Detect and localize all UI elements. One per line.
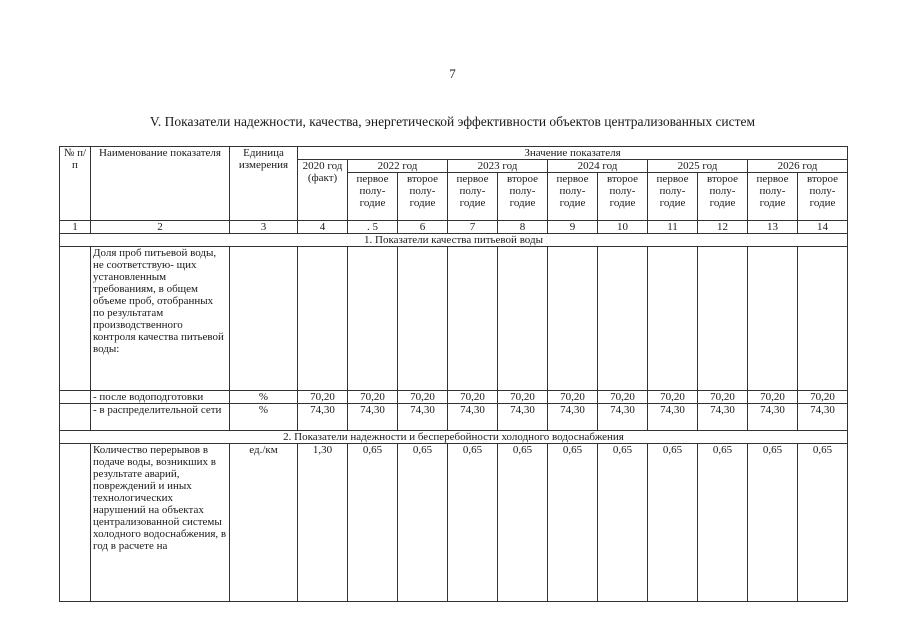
value-cell: 0,65 — [498, 444, 548, 602]
value-cell: 0,65 — [798, 444, 848, 602]
column-number: 8 — [498, 221, 548, 234]
value-cell: 70,20 — [798, 391, 848, 404]
header-2022-second-half: второе полу- годие — [398, 173, 448, 221]
value-cell: 74,30 — [648, 404, 698, 431]
header-value-group: Значение показателя — [298, 147, 848, 160]
value-cell: 70,20 — [548, 391, 598, 404]
value-cell: 0,65 — [698, 444, 748, 602]
header-2025-first-half: первое полу- годие — [648, 173, 698, 221]
value-cell: 74,30 — [448, 404, 498, 431]
column-numbers-row — [60, 221, 848, 234]
value-cell: 0,65 — [598, 444, 648, 602]
column-number: . 5 — [348, 221, 398, 234]
row-unit: ед./км — [230, 444, 298, 602]
value-cell: 70,20 — [298, 391, 348, 404]
column-number: 10 — [598, 221, 648, 234]
column-number: 13 — [748, 221, 798, 234]
header-2025-second-half: второе полу- годие — [698, 173, 748, 221]
header-2026-first-half: первое полу- годие — [748, 173, 798, 221]
value-cell: 74,30 — [498, 404, 548, 431]
value-cell: 74,30 — [698, 404, 748, 431]
column-number: 14 — [798, 221, 848, 234]
header-2026: 2026 год — [748, 160, 848, 173]
indicators-table — [59, 146, 848, 602]
value-cell: 74,30 — [748, 404, 798, 431]
table-row — [60, 247, 848, 391]
column-number: 11 — [648, 221, 698, 234]
value-cell: 70,20 — [748, 391, 798, 404]
header-num: № п/п — [60, 147, 91, 221]
value-cell: 74,30 — [598, 404, 648, 431]
section-2-title: 2. Показатели надежности и бесперебойности холодного водоснабжения — [60, 431, 848, 444]
value-cell: 74,30 — [298, 404, 348, 431]
value-cell: 0,65 — [648, 444, 698, 602]
row-name: - после водоподготовки — [91, 391, 230, 404]
header-2020: 2020 год (факт) — [298, 160, 348, 221]
table-row — [60, 391, 848, 404]
column-number: 12 — [698, 221, 748, 234]
column-number: 6 — [398, 221, 448, 234]
value-cell: 1,30 — [298, 444, 348, 602]
header-2023: 2023 год — [448, 160, 548, 173]
value-cell: 70,20 — [498, 391, 548, 404]
header-2024: 2024 год — [548, 160, 648, 173]
header-2026-second-half: второе полу- годие — [798, 173, 848, 221]
column-number: 4 — [298, 221, 348, 234]
column-number: 1 — [60, 221, 91, 234]
header-2024-second-half: второе полу- годие — [598, 173, 648, 221]
header-unit: Единица измерения — [230, 147, 298, 221]
row-unit: % — [230, 391, 298, 404]
value-cell: 0,65 — [448, 444, 498, 602]
section-1-title: 1. Показатели качества питьевой воды — [60, 234, 848, 247]
value-cell: 0,65 — [398, 444, 448, 602]
column-number: 7 — [448, 221, 498, 234]
value-cell: 70,20 — [698, 391, 748, 404]
header-2022: 2022 год — [348, 160, 448, 173]
indicator-name: Количество перерывов в подаче воды, возникших в результате аварий, повреждений и иных технологических нарушений на объектах централизованной системы холодного водоснабжения, в год в расчете на — [91, 444, 230, 602]
value-cell: 70,20 — [448, 391, 498, 404]
header-2023-first-half: первое полу- годие — [448, 173, 498, 221]
row-name: - в распределительной сети — [91, 404, 230, 431]
column-number: 2 — [91, 221, 230, 234]
page-number: 7 — [449, 66, 456, 81]
section-title: V. Показатели надежности, качества, энергетической эффективности объектов централизованных систем — [149, 114, 756, 129]
value-cell: 74,30 — [398, 404, 448, 431]
table-row — [60, 444, 848, 602]
column-number: 9 — [548, 221, 598, 234]
value-cell: 70,20 — [348, 391, 398, 404]
value-cell: 70,20 — [598, 391, 648, 404]
column-number: 3 — [230, 221, 298, 234]
header-name: Наименование показателя — [91, 147, 230, 221]
value-cell: 70,20 — [648, 391, 698, 404]
value-cell: 0,65 — [548, 444, 598, 602]
value-cell: 74,30 — [798, 404, 848, 431]
row-unit: % — [230, 404, 298, 431]
header-2023-second-half: второе полу- годие — [498, 173, 548, 221]
value-cell: 74,30 — [348, 404, 398, 431]
header-2024-first-half: первое полу- годие — [548, 173, 598, 221]
value-cell: 0,65 — [348, 444, 398, 602]
header-2022-first-half: первое полу- годие — [348, 173, 398, 221]
value-cell: 74,30 — [548, 404, 598, 431]
value-cell: 0,65 — [748, 444, 798, 602]
indicator-name: Доля проб питьевой воды, не соответствую- щих установленным требованиям, в общем объеме проб, отобранных по результатам производственного контроля качества питьевой воды: — [91, 247, 230, 391]
value-cell: 70,20 — [398, 391, 448, 404]
table-row — [60, 404, 848, 431]
header-2025: 2025 год — [648, 160, 748, 173]
